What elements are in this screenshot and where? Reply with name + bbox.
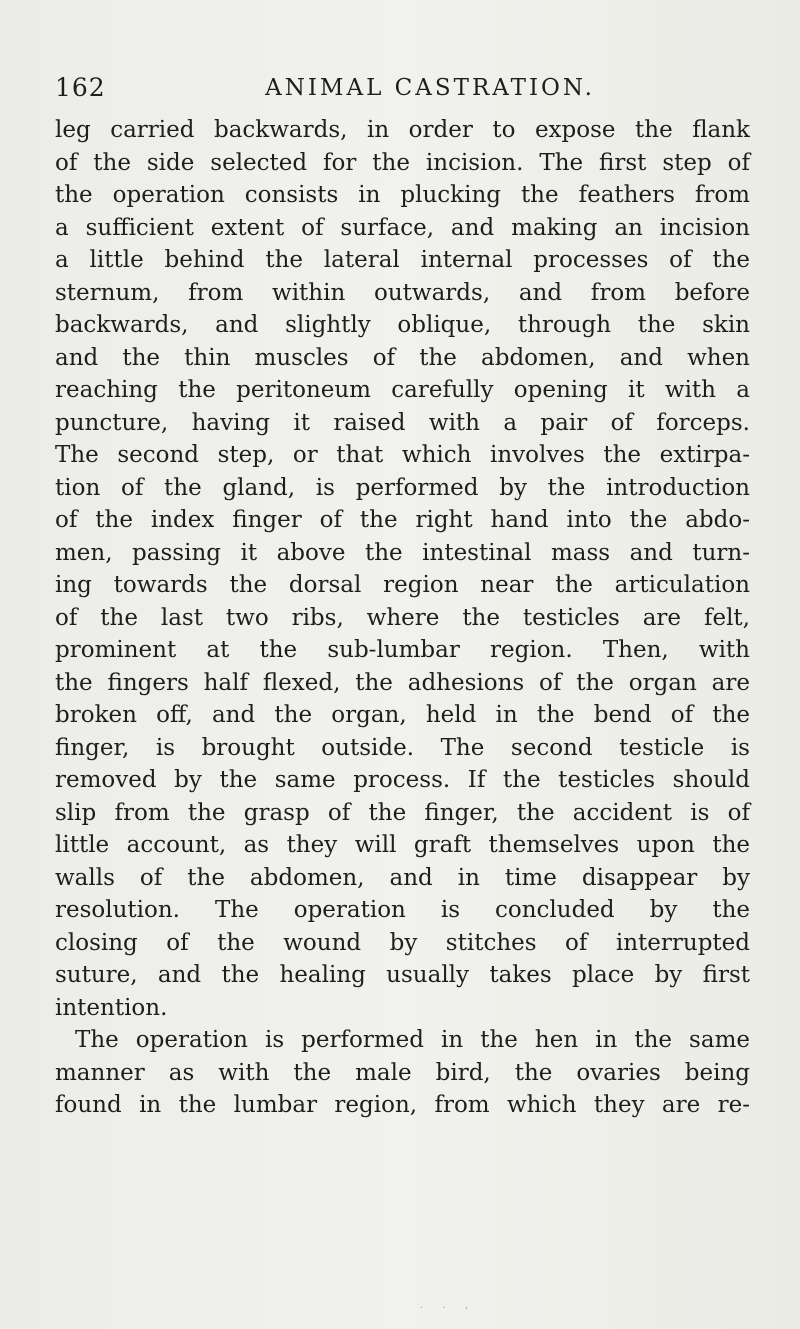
text-line: walls of the abdomen, and in time disappear by bbox=[55, 864, 750, 891]
text-line: removed by the same process. If the testicles should bbox=[55, 767, 750, 793]
text-line: found in the lumbar region, from which they are re- bbox=[55, 1092, 750, 1118]
footer-marks: . . , bbox=[420, 1300, 476, 1311]
text-line: backwards, and slightly oblique, through the skin bbox=[55, 312, 750, 338]
page-number: 162 bbox=[55, 73, 106, 102]
text-line: reaching the peritoneum carefully opening it with a bbox=[55, 377, 750, 403]
text-line: a sufficient extent of surface, and making an incision bbox=[55, 214, 750, 241]
text-line: resolution. The operation is concluded by the bbox=[55, 897, 750, 923]
text-line: slip from the grasp of the finger, the accident is of bbox=[55, 799, 750, 826]
text-line: leg carried backwards, in order to expose the flank bbox=[55, 117, 750, 143]
text-line: tion of the gland, is performed by the introduction bbox=[55, 474, 750, 501]
running-head: ANIMAL CASTRATION. bbox=[265, 75, 595, 101]
text-line: The operation is performed in the hen in the same bbox=[75, 1027, 750, 1053]
page-header bbox=[0, 70, 800, 110]
paragraph-2 bbox=[55, 1024, 750, 1122]
text-line: suture, and the healing usually takes place by first bbox=[55, 962, 750, 988]
paragraph-1 bbox=[55, 114, 750, 1024]
text-line: manner as with the male bird, the ovaries being bbox=[55, 1059, 750, 1086]
text-line: of the side selected for the incision. The first step of bbox=[55, 149, 750, 176]
text-line: The second step, or that which involves the extirpa- bbox=[55, 442, 750, 468]
text-line: intention. bbox=[55, 994, 168, 1021]
text-line: ing towards the dorsal region near the articulation bbox=[55, 572, 750, 598]
text-line: of the index finger of the right hand into the abdo- bbox=[55, 507, 750, 533]
text-line: and the thin muscles of the abdomen, and when bbox=[55, 344, 750, 371]
text-line: men, passing it above the intestinal mass and turn- bbox=[55, 539, 750, 566]
text-line: closing of the wound by stitches of interrupted bbox=[55, 929, 750, 956]
text-line: finger, is brought outside. The second testicle is bbox=[55, 734, 750, 761]
text-line: a little behind the lateral internal processes of the bbox=[55, 247, 750, 273]
text-line: little account, as they will graft themselves upon the bbox=[55, 832, 750, 858]
text-line: the operation consists in plucking the feathers from bbox=[55, 182, 750, 208]
text-line: of the last two ribs, where the testicles are felt, bbox=[55, 604, 750, 631]
body-text bbox=[55, 114, 750, 1122]
text-line: broken off, and the organ, held in the bend of the bbox=[55, 702, 750, 728]
text-line: sternum, from within outwards, and from before bbox=[55, 279, 750, 306]
text-line: the fingers half flexed, the adhesions of the organ are bbox=[55, 669, 750, 696]
text-line: puncture, having it raised with a pair of forceps. bbox=[55, 409, 750, 436]
text-line: prominent at the sub-lumbar region. Then, with bbox=[55, 637, 750, 663]
